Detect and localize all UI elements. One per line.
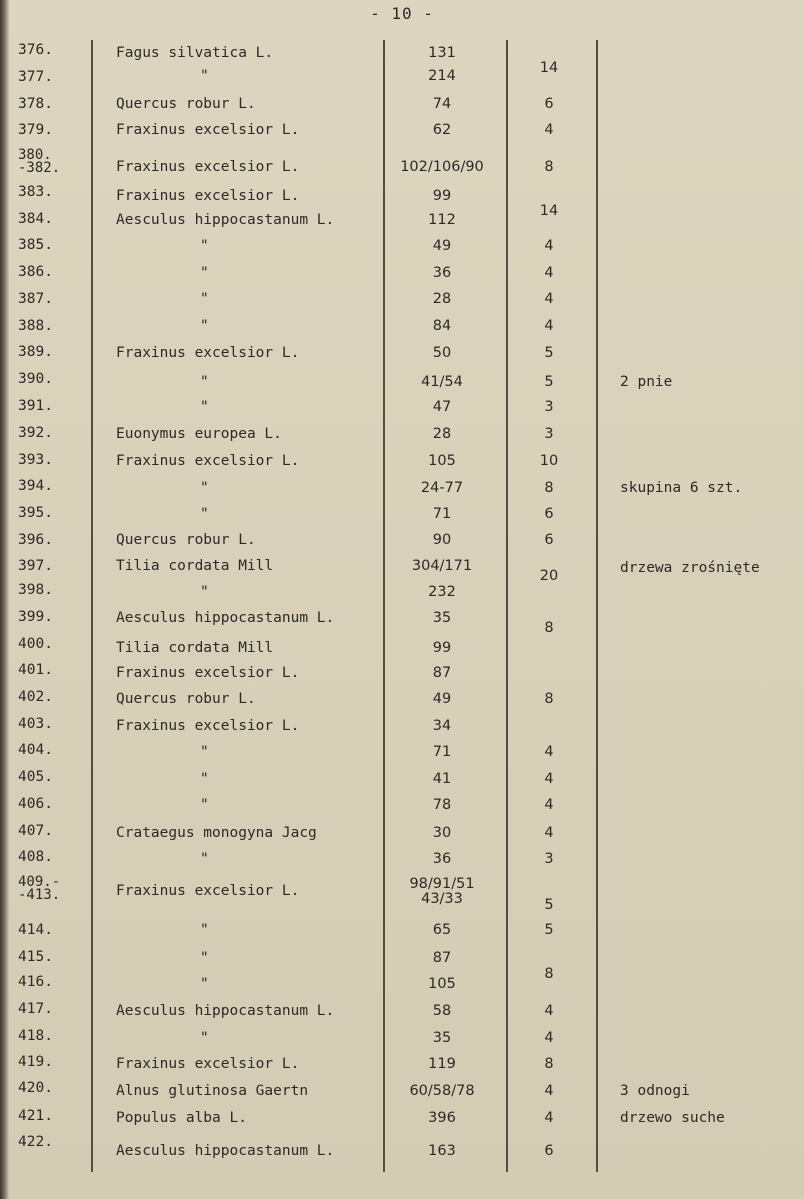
tree-height: 4 bbox=[544, 291, 554, 307]
tree-height: 14 bbox=[539, 203, 559, 219]
species-name: Tilia cordata Mill bbox=[116, 558, 274, 574]
row-number: 390. bbox=[18, 371, 53, 387]
row-number: 386. bbox=[18, 264, 53, 280]
row-number: 376. bbox=[18, 42, 53, 58]
trunk-circumference: 119 bbox=[428, 1056, 456, 1072]
species-name: Fagus silvatica L. bbox=[116, 45, 274, 61]
tree-height: 4 bbox=[544, 238, 554, 254]
tree-height: 4 bbox=[544, 122, 554, 138]
trunk-circumference: 58 bbox=[432, 1003, 452, 1019]
row-number: 405. bbox=[18, 769, 53, 785]
trunk-circumference: 36 bbox=[432, 265, 452, 281]
trunk-circumference: 24-77 bbox=[420, 480, 464, 496]
tree-height: 6 bbox=[544, 532, 554, 548]
species-name: " bbox=[200, 797, 209, 813]
remarks: 3 odnogi bbox=[620, 1083, 690, 1099]
tree-height: 10 bbox=[539, 453, 559, 469]
species-name: " bbox=[200, 480, 209, 496]
species-name: Crataegus monogyna Jacg bbox=[116, 825, 317, 841]
trunk-circumference: 214 bbox=[428, 68, 456, 84]
trunk-circumference: 50 bbox=[432, 345, 452, 361]
species-name: Quercus robur L. bbox=[116, 532, 256, 548]
tree-height: 3 bbox=[544, 399, 554, 415]
species-name: Quercus robur L. bbox=[116, 691, 256, 707]
row-number: 394. bbox=[18, 478, 53, 494]
trunk-circumference: 99 bbox=[432, 188, 452, 204]
row-number: 396. bbox=[18, 532, 53, 548]
row-number: 391. bbox=[18, 398, 53, 414]
row-number: 408. bbox=[18, 849, 53, 865]
species-name: Fraxinus excelsior L. bbox=[116, 159, 300, 175]
tree-height: 3 bbox=[544, 426, 554, 442]
trunk-circumference: 41/54 bbox=[421, 374, 463, 390]
tree-height: 5 bbox=[544, 897, 554, 913]
trunk-circumference: 232 bbox=[428, 584, 456, 600]
species-name: Fraxinus excelsior L. bbox=[116, 453, 300, 469]
tree-height: 4 bbox=[544, 1030, 554, 1046]
row-number: 377. bbox=[18, 69, 53, 85]
species-name: Alnus glutinosa Gaertn bbox=[116, 1083, 309, 1099]
tree-height: 5 bbox=[544, 374, 554, 390]
tree-height: 4 bbox=[544, 771, 554, 787]
row-number: 401. bbox=[18, 662, 53, 678]
row-number: 418. bbox=[18, 1028, 53, 1044]
tree-height: 14 bbox=[539, 60, 559, 76]
row-number: 416. bbox=[18, 974, 53, 990]
row-number: 422. bbox=[18, 1134, 53, 1150]
tree-height: 4 bbox=[544, 1110, 554, 1126]
tree-height: 8 bbox=[544, 480, 554, 496]
species-name: " bbox=[200, 291, 209, 307]
species-name: Tilia cordata Mill bbox=[116, 640, 274, 656]
species-name: " bbox=[200, 744, 209, 760]
row-number: 389. bbox=[18, 344, 53, 360]
tree-height: 6 bbox=[544, 96, 554, 112]
column-rule bbox=[91, 40, 93, 1172]
trunk-circumference: 71 bbox=[432, 506, 452, 522]
trunk-circumference: 71 bbox=[432, 744, 452, 760]
species-name: Fraxinus excelsior L. bbox=[116, 883, 300, 899]
tree-height: 6 bbox=[544, 506, 554, 522]
species-name: Fraxinus excelsior L. bbox=[116, 188, 300, 204]
page-number: - 10 - bbox=[370, 4, 434, 23]
species-name: Euonymus europea L. bbox=[116, 426, 282, 442]
row-number: 417. bbox=[18, 1001, 53, 1017]
row-number: 402. bbox=[18, 689, 53, 705]
species-name: Aesculus hippocastanum L. bbox=[116, 610, 335, 626]
trunk-circumference: 98/91/51 43/33 bbox=[409, 876, 475, 907]
species-name: " bbox=[200, 265, 209, 281]
tree-height: 4 bbox=[544, 318, 554, 334]
trunk-circumference: 49 bbox=[432, 691, 452, 707]
species-name: Fraxinus excelsior L. bbox=[116, 345, 300, 361]
row-number: 388. bbox=[18, 318, 53, 334]
row-number: 404. bbox=[18, 742, 53, 758]
trunk-circumference: 87 bbox=[432, 665, 452, 681]
trunk-circumference: 102/106/90 bbox=[400, 159, 484, 175]
row-number: 407. bbox=[18, 823, 53, 839]
row-number: 419. bbox=[18, 1054, 53, 1070]
trunk-circumference: 65 bbox=[432, 922, 452, 938]
trunk-circumference: 163 bbox=[428, 1143, 456, 1159]
species-name: " bbox=[200, 976, 209, 992]
species-name: Fraxinus excelsior L. bbox=[116, 1056, 300, 1072]
trunk-circumference: 36 bbox=[432, 851, 452, 867]
tree-height: 8 bbox=[544, 1056, 554, 1072]
row-number: 406. bbox=[18, 796, 53, 812]
species-name: " bbox=[200, 399, 209, 415]
trunk-circumference: 62 bbox=[432, 122, 452, 138]
tree-height: 5 bbox=[544, 345, 554, 361]
column-rule bbox=[596, 40, 598, 1172]
trunk-circumference: 41 bbox=[432, 771, 452, 787]
row-number: 378. bbox=[18, 96, 53, 112]
species-name: " bbox=[200, 584, 209, 600]
row-number: 414. bbox=[18, 922, 53, 938]
species-name: " bbox=[200, 374, 209, 390]
row-number: 403. bbox=[18, 716, 53, 732]
tree-height: 6 bbox=[544, 1143, 554, 1159]
species-name: Populus alba L. bbox=[116, 1110, 247, 1126]
trunk-circumference: 78 bbox=[432, 797, 452, 813]
remarks: drzewo suche bbox=[620, 1110, 725, 1126]
species-name: " bbox=[200, 506, 209, 522]
remarks: 2 pnie bbox=[620, 374, 673, 390]
row-number: 387. bbox=[18, 291, 53, 307]
row-number: 399. bbox=[18, 609, 53, 625]
trunk-circumference: 34 bbox=[432, 718, 452, 734]
page-binding-edge bbox=[0, 0, 9, 1199]
species-name: Aesculus hippocastanum L. bbox=[116, 1003, 335, 1019]
tree-height: 8 bbox=[544, 159, 554, 175]
species-name: Quercus robur L. bbox=[116, 96, 256, 112]
tree-height: 4 bbox=[544, 1003, 554, 1019]
species-name: " bbox=[200, 68, 209, 84]
species-name: " bbox=[200, 950, 209, 966]
tree-height: 20 bbox=[539, 568, 559, 584]
species-name: " bbox=[200, 1030, 209, 1046]
tree-height: 3 bbox=[544, 851, 554, 867]
row-number: 385. bbox=[18, 237, 53, 253]
trunk-circumference: 74 bbox=[432, 96, 452, 112]
trunk-circumference: 35 bbox=[432, 1030, 452, 1046]
row-number: 400. bbox=[18, 636, 53, 652]
trunk-circumference: 90 bbox=[432, 532, 452, 548]
species-name: " bbox=[200, 851, 209, 867]
species-name: Fraxinus excelsior L. bbox=[116, 122, 300, 138]
trunk-circumference: 396 bbox=[428, 1110, 456, 1126]
species-name: " bbox=[200, 318, 209, 334]
remarks: skupina 6 szt. bbox=[620, 480, 743, 496]
trunk-circumference: 30 bbox=[432, 825, 452, 841]
trunk-circumference: 28 bbox=[432, 291, 452, 307]
tree-height: 8 bbox=[544, 966, 554, 982]
row-number: 392. bbox=[18, 425, 53, 441]
tree-height: 4 bbox=[544, 825, 554, 841]
trunk-circumference: 35 bbox=[432, 610, 452, 626]
tree-height: 8 bbox=[544, 691, 554, 707]
species-name: " bbox=[200, 771, 209, 787]
row-number: 395. bbox=[18, 505, 53, 521]
species-name: Fraxinus excelsior L. bbox=[116, 718, 300, 734]
tree-height: 4 bbox=[544, 1083, 554, 1099]
trunk-circumference: 112 bbox=[428, 212, 456, 228]
trunk-circumference: 60/58/78 bbox=[409, 1083, 475, 1099]
row-number: 379. bbox=[18, 122, 53, 138]
row-number: 421. bbox=[18, 1108, 53, 1124]
row-number: 393. bbox=[18, 452, 53, 468]
species-name: " bbox=[200, 922, 209, 938]
trunk-circumference: 84 bbox=[432, 318, 452, 334]
row-number: 409.- -413. bbox=[18, 874, 61, 903]
trunk-circumference: 304/171 bbox=[411, 558, 473, 574]
tree-height: 4 bbox=[544, 797, 554, 813]
tree-height: 8 bbox=[544, 620, 554, 636]
species-name: " bbox=[200, 238, 209, 254]
row-number: 415. bbox=[18, 949, 53, 965]
tree-height: 4 bbox=[544, 265, 554, 281]
trunk-circumference: 47 bbox=[432, 399, 452, 415]
remarks: drzewa zrośnięte bbox=[620, 560, 760, 576]
trunk-circumference: 49 bbox=[432, 238, 452, 254]
row-number: 420. bbox=[18, 1080, 53, 1096]
trunk-circumference: 87 bbox=[432, 950, 452, 966]
trunk-circumference: 131 bbox=[428, 45, 456, 61]
row-number: 380. -382. bbox=[18, 147, 61, 176]
trunk-circumference: 99 bbox=[432, 640, 452, 656]
row-number: 397. bbox=[18, 558, 53, 574]
trunk-circumference: 28 bbox=[432, 426, 452, 442]
trunk-circumference: 105 bbox=[428, 976, 456, 992]
species-name: Aesculus hippocastanum L. bbox=[116, 1143, 335, 1159]
tree-height: 5 bbox=[544, 922, 554, 938]
row-number: 384. bbox=[18, 211, 53, 227]
trunk-circumference: 105 bbox=[428, 453, 456, 469]
species-name: Aesculus hippocastanum L. bbox=[116, 212, 335, 228]
row-number: 383. bbox=[18, 184, 53, 200]
species-name: Fraxinus excelsior L. bbox=[116, 665, 300, 681]
row-number: 398. bbox=[18, 582, 53, 598]
tree-height: 4 bbox=[544, 744, 554, 760]
